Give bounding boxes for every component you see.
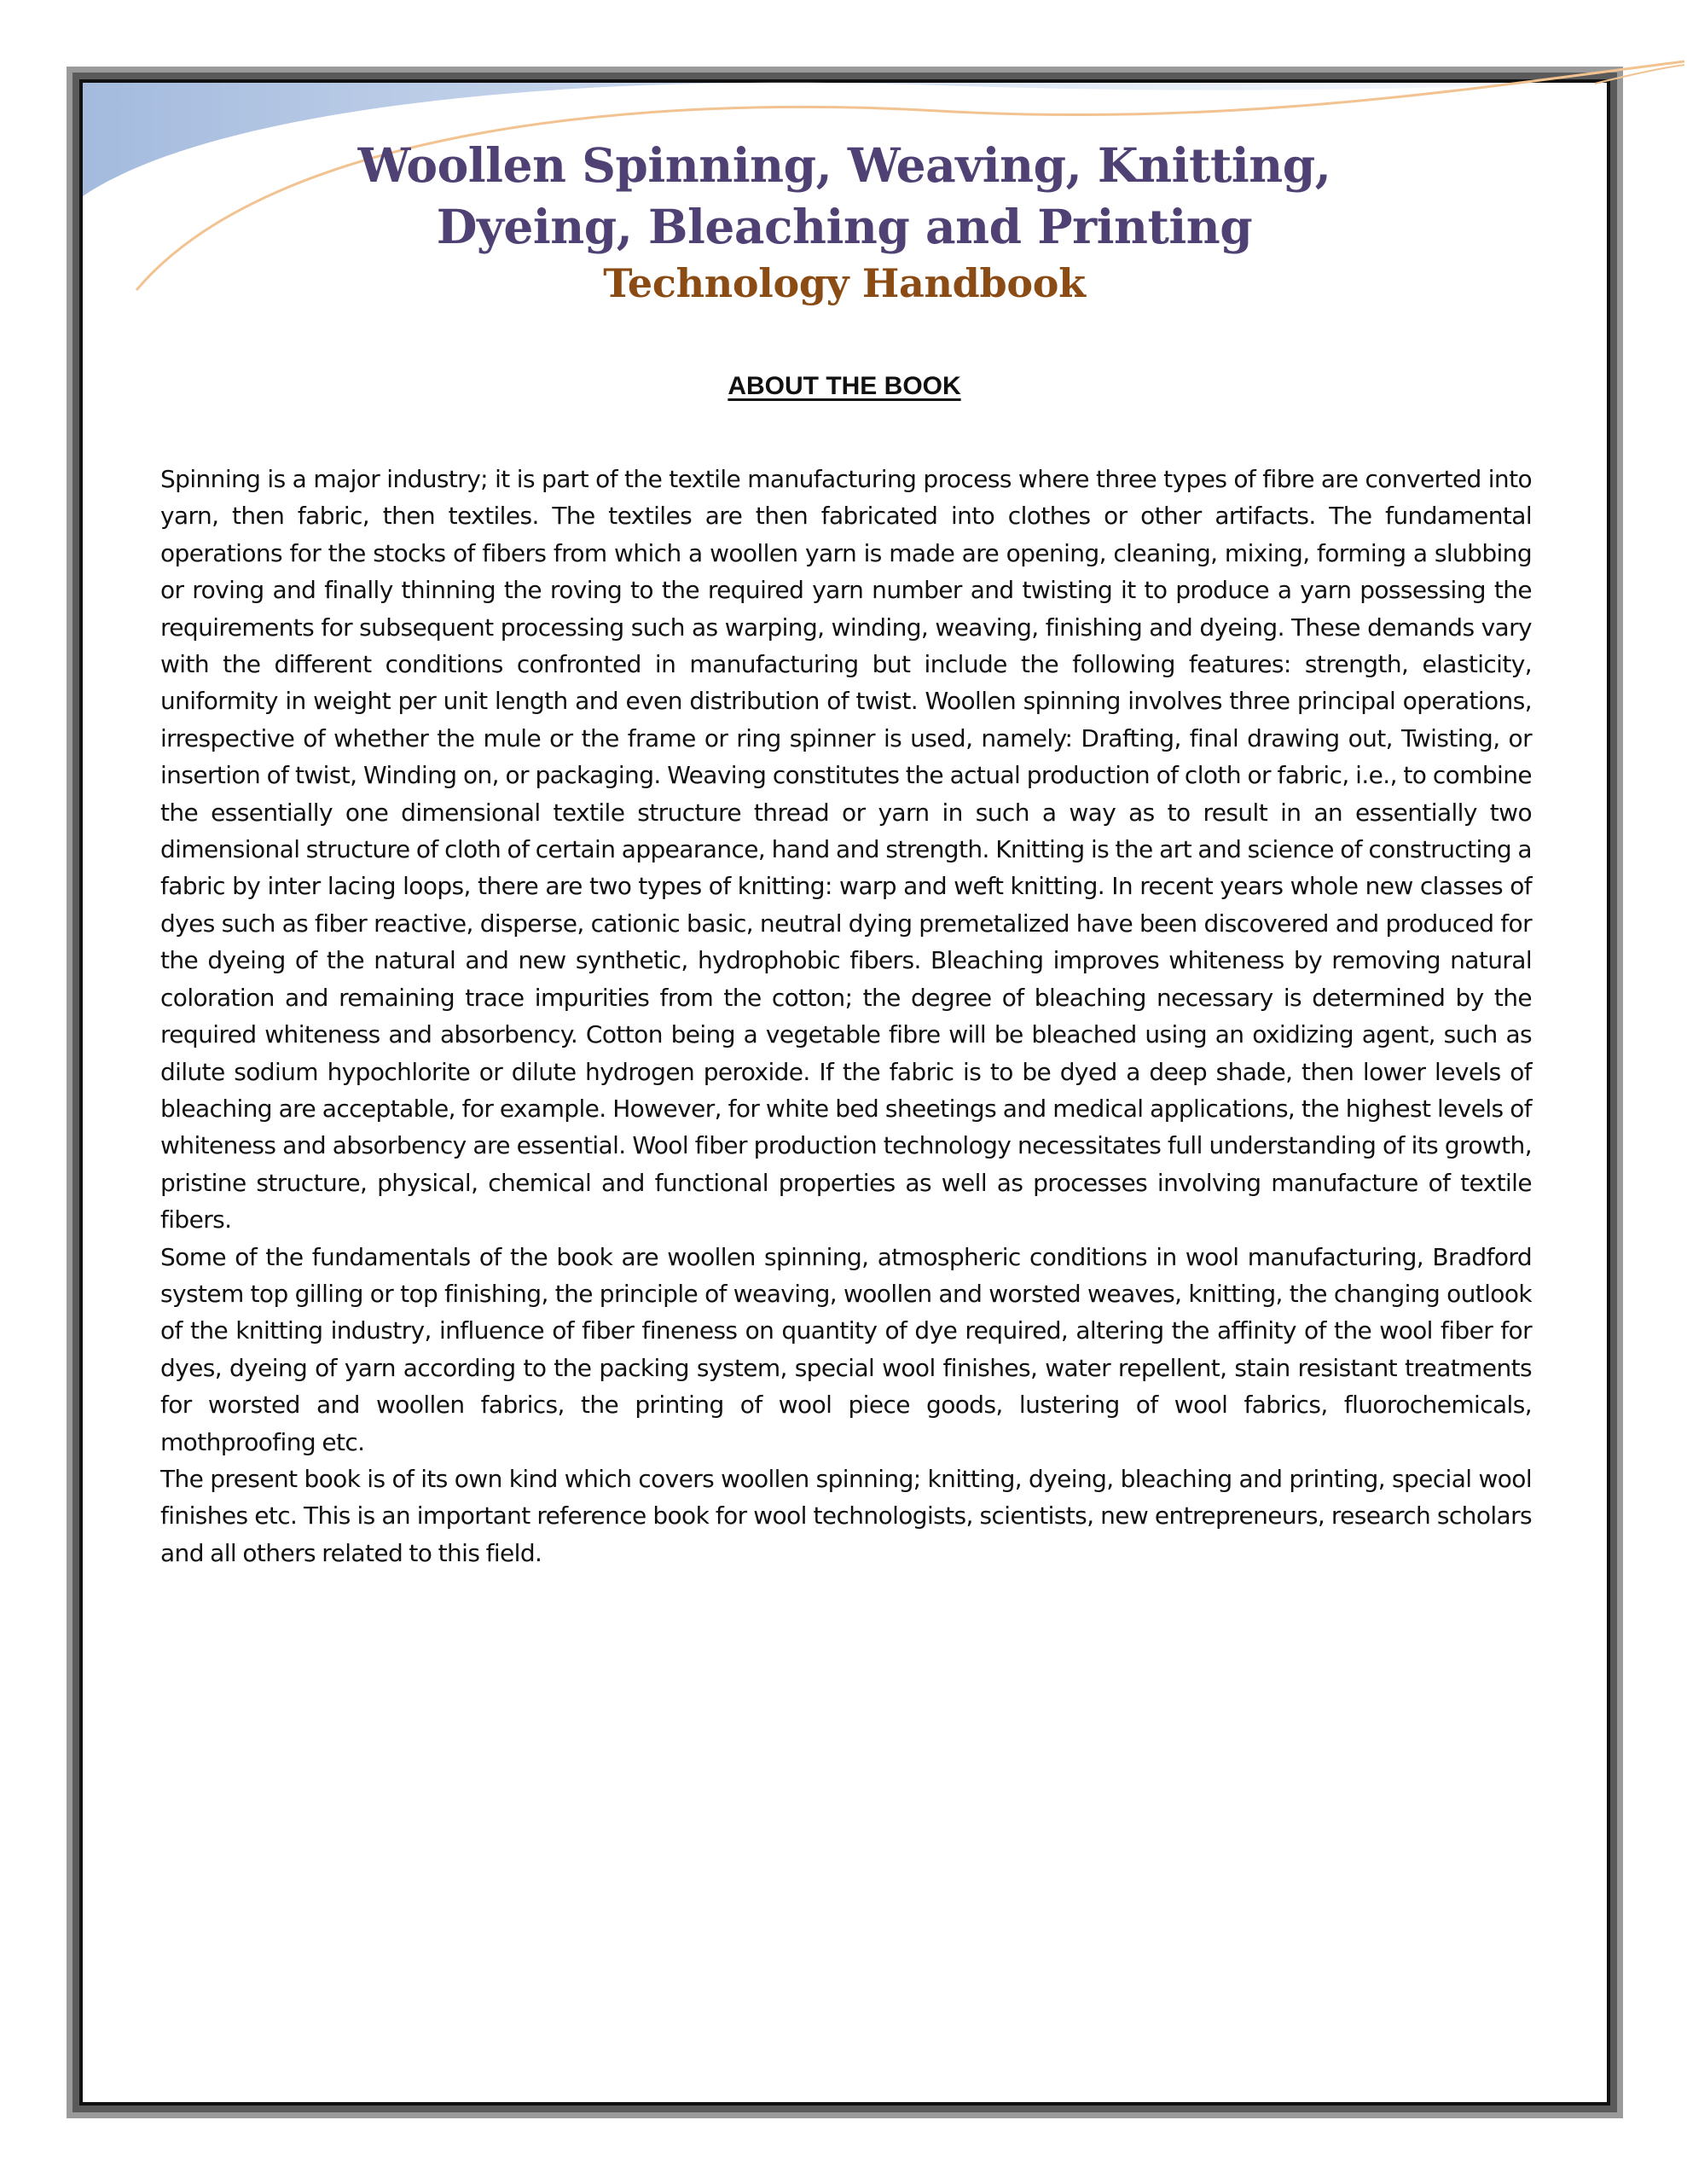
book-title-line-2: Dyeing, Bleaching and Printing [436,199,1253,254]
paragraph: The present book is of its own kind which covers woollen spinning; knitting, dyeing, bleaching and printing, special wool finishes etc. This is an important reference book for wool technologists, scientists, new entrepreneurs, research scholars and all others related to this field. [160,1464,1532,1567]
book-title-line-1: Woollen Spinning, Weaving, Knitting, [357,137,1331,193]
book-subtitle: Technology Handbook [603,260,1086,306]
about-heading: ABOUT THE BOOK [728,372,961,400]
paragraph: Some of the fundamentals of the book are woollen spinning, atmospheric conditions in wool manufacturing, Bradford system top gilling or top finishing, the principle of weaving, woollen and worsted weaves, knitting, the changing outlook of the knitting industry, influence of fiber fineness on quantity of dye required, altering the affinity of the wool fiber for dyes, dyeing of yarn according to the packing system, special wool finishes, water repellent, stain resistant treatments for worsted and woollen fabrics, the printing of wool piece goods, lustering of wool fabrics, fluorochemicals, mothproofing etc. [160,1242,1532,1456]
about-body [160,461,1532,1571]
paragraph: Spinning is a major industry; it is part of the textile manufacturing process where three types of fibre are converted into yarn, then fabric, then textiles. The textiles are then fabricated into clothes or other artifacts. The fundamental operations for the stocks of fibers from which a woollen yarn is made are opening, cleaning, mixing, forming a slubbing or roving and finally thinning the roving to the required yarn number and twisting it to produce a yarn possessing the requirements for subsequent processing such as warping, winding, weaving, finishing and dyeing. These demands vary with the different conditions confronted in manufacturing but include the following features: strength, elasticity, uniformity in weight per unit length and even distribution of twist. Woollen spinning involves three principal operations, irrespective of whether the mule or the frame or ring spinner is used, namely: Drafting, final drawing out, Twisting, or insertion of twist, Winding on, or packaging. Weaving constitutes the actual production of cloth or fabric, i.e., to combine the essentially one dimensional textile structure thread or yarn in such a way as to result in an essentially two dimensional structure of cloth of certain appearance, hand and strength. Knitting is the art and science of constructing a fabric by inter lacing loops, there are two types of knitting: warp and weft knitting. In recent years whole new classes of dyes such as fiber reactive, disperse, cationic basic, neutral dying premetalized have been discovered and produced for the dyeing of the natural and new synthetic, hydrophobic fibers. Bleaching improves whiteness by removing natural coloration and remaining trace impurities from the cotton; the degree of bleaching necessary is determined by the required whiteness and absorbency. Cotton being a vegetable fibre will be bleached using an oxidizing agent, such as dilute sodium hypochlorite or dilute hydrogen peroxide. If the fabric is to be dyed a deep shade, then lower levels of bleaching are acceptable, for example. However, for white bed sheetings and medical applications, the highest levels of whiteness and absorbency are essential. Wool fiber production technology necessitates full understanding of its growth, pristine structure, physical, chemical and functional properties as well as processes involving manufacture of textile fibers. [160,465,1532,1234]
title-block [154,135,1535,309]
